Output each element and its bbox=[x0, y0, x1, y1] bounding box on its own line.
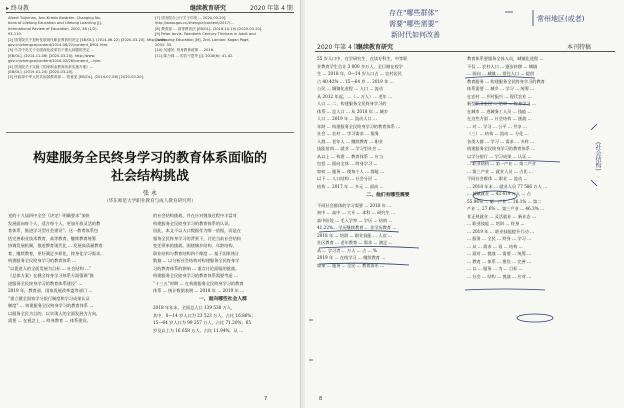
body-line: 结构 ... 2017 年 ... 多元 ... 面向 ... bbox=[317, 183, 384, 189]
ink-circle bbox=[517, 314, 553, 322]
body-line: “建立健全国家学分银行制度和学习成果认证 bbox=[8, 295, 90, 301]
body-line: 初中 ... 高中 ... 大专 ... 本科 ... 研究生 ... bbox=[317, 210, 396, 215]
reference-line: tions of Lifelong Education and Lifelong Learning [J]. bbox=[8, 21, 102, 26]
body-line: 55 岁人口中，在学研究生、在读专科生、中等职 bbox=[317, 56, 408, 61]
body-line: 不同社会群体 ... 职业 ... 流动 ... bbox=[467, 176, 528, 181]
body-line: 产业 ... 27.6% ... 第三产业 ... 46.3% ... bbox=[467, 206, 545, 211]
body-line: 非正规就业 ... 灵活就业 ... 新业态 ... bbox=[467, 213, 536, 219]
reference-line: gov.cn/zhengce/content/2016-02/26/content_...htm. bbox=[8, 59, 102, 64]
reference-line: [9] Peter Jarvis. Twentieth Century Thinkers in Adult and bbox=[155, 32, 256, 37]
body-line: 因此，本文不以人口数据作为唯一依据，而是在 bbox=[153, 228, 241, 233]
left-page bbox=[0, 0, 301, 408]
body-line: ... 从 ... 需求 ... 看 ... 结构 ... bbox=[467, 243, 523, 249]
body-line: 从以上 ... 构建 ... 教育体系 ... 应当 bbox=[317, 153, 384, 159]
body-line: ... 服务 ... 全民 ... 终身 ... 学习 ... bbox=[467, 236, 532, 241]
ink-margin-ticks bbox=[309, 320, 313, 360]
body-line: 岁及以上为 16 658 万人，占比 11.94%。从 ... bbox=[153, 327, 244, 333]
body-line: 数据 ... 以分析社会结构对构建服务全民终身学 bbox=[153, 258, 240, 263]
body-line: 业教育学生合计 3 000 多万人，全日制在校学 bbox=[317, 63, 403, 69]
reference-line: [3] 中共中央关于全面深化改革若干重大问题的决定 ... bbox=[8, 48, 95, 53]
body-line: 社区教育 ... 老年教育 ... 需求 ... 满足 ... bbox=[317, 240, 393, 245]
handwritten-margin-note: (社会结构) bbox=[594, 142, 601, 171]
body-line: 教育服务 ... 构建服务全民终身学习的教育 bbox=[467, 78, 545, 84]
body-line: ... 面对 ... 挑战 ... 需要 ... 统筹 ... bbox=[467, 251, 532, 256]
body-line: 占 40.42% ... 15—64 岁 ... 2019 年 ... bbox=[317, 78, 394, 84]
body-line: 职业结构与教育结构四个维度 ... 基于国家统计 bbox=[153, 250, 240, 256]
right-header-brand: 继续教育研究 bbox=[357, 44, 394, 51]
article-title-line-2: 社会结构挑战 bbox=[110, 169, 189, 184]
body-line: 公民 ... 城镇化进程 ... 人口 ... 流动 bbox=[317, 86, 384, 91]
body-line: 55.96% ... 第一产业 ... 26.1% ... 第二 bbox=[467, 198, 542, 204]
body-column-2 bbox=[153, 212, 293, 334]
reference-line: [2] 国务院关于加快发展现代职业教育的决定 [EB/OL]. (2014-06-22) [2020-03-20]. http://www. bbox=[8, 37, 168, 42]
reference-line: [5] 民政部中华人民共和国教育部 ... 的意见 [EB/OL]. (2014-07-08) [2020-03-20]. bbox=[8, 75, 145, 80]
body-line: 年龄 ... 构建服务全民终身学习的教育体系 ... bbox=[317, 123, 401, 129]
body-line: 以学分银行 ... 学习成果 ... 认证 ... bbox=[467, 153, 532, 159]
body-line: ... 城镇就业 ... 43 419 万人 ... 占 bbox=[467, 191, 531, 196]
body-line: ... 面向 ... 城镇 ... 常住人口 ... 提供 bbox=[467, 71, 535, 76]
body-line: 2019 年，教育部、国家发展改革委等部门 ... bbox=[8, 288, 93, 293]
body-line: 体系 ... 总人口 ... 从 2018 年 ... 城乡 bbox=[317, 108, 388, 114]
body-line: 在城市 ... 进城务工人员 ... 技能 ... bbox=[467, 108, 532, 114]
handwritten-note-2: 需要“哪些需要” bbox=[389, 20, 439, 28]
body-line: 2019 年 ... 在线学习 ... 继续教育 ... bbox=[317, 255, 386, 260]
body-line: 人口 ... 二、构建服务全民终身学习的 bbox=[317, 101, 387, 106]
body-line: 育体系，推进学习型社会建设”。这一教育体系包 bbox=[8, 228, 99, 233]
references-right-column bbox=[155, 16, 293, 59]
body-line: 15—64 岁人口为 99 357 万人，占比 71.20%；65 bbox=[153, 320, 251, 325]
body-line: ... 教育 ... 体系 ... 建设 ... 完善 ... bbox=[467, 258, 532, 264]
body-line: 体系需要 ... 城乡 ... 学习 ... 统筹 ... bbox=[467, 86, 535, 91]
references-divider bbox=[6, 132, 294, 133]
reference-line: http://www.gov.cn/zhengce/content/2017/... bbox=[155, 21, 234, 26]
body-line: 括完善职业技术教育、高等教育、继续教育统筹 bbox=[8, 235, 96, 241]
body-line: 41.22%... 学历继续教育 ... 非学历教育 ... bbox=[317, 225, 397, 230]
body-line: 党的十九届四中全会《决定》明确要求“加快 bbox=[8, 213, 90, 218]
reference-line: International Review of Education, 2002, 48 (1/2): bbox=[8, 26, 98, 31]
handwritten-note-3: 新时代如何改善 bbox=[391, 31, 440, 39]
body-line: 体系 ... 统计数据表明 ... 2018 年 ... 2019 年 ... bbox=[153, 288, 245, 293]
reference-line: [4] 国务院关于实施《国家职业教育改革实施方案》... bbox=[8, 64, 94, 69]
body-line: 在农村 ... 乡村振兴 ... 现代农业 ... bbox=[467, 93, 532, 99]
body-column-1 bbox=[8, 212, 145, 325]
reference-line: [EB/OL]. (2019-01-24) [2020-03-20]. bbox=[8, 70, 74, 75]
page-number-left: 7 bbox=[264, 396, 268, 402]
handwritten-note-top-right: 常州地区(或者) bbox=[537, 15, 585, 23]
body-line: 制度” ... 构建服务全民终身学习的教育体系 ... bbox=[8, 303, 94, 308]
left-header-brand: 继续教育研究 bbox=[190, 5, 227, 12]
right-header-rule bbox=[315, 51, 615, 52]
body-line: ... 2018 年末 ... 就业人员 77 586 万人 ... bbox=[467, 183, 548, 189]
body-line: 2018 年年末，全国总人口 139 538 万人， bbox=[153, 305, 236, 310]
reference-line: 2001: 33. bbox=[155, 43, 173, 48]
body-line: “十三五”时期 ... 在构建服务全民终身学习的教育 bbox=[153, 280, 244, 286]
body-line: ... 对 ... 学习 ... 公平 ... 共享 ... bbox=[467, 123, 527, 129]
right-body-column-1 bbox=[317, 55, 459, 269]
reference-line: 93-110. bbox=[8, 32, 22, 37]
body-line: 需要 ... 在观念上 ... 终身教育 ... 体系建设。 bbox=[8, 318, 91, 323]
left-header-rule bbox=[6, 12, 294, 13]
page-number-right: 8 bbox=[319, 396, 323, 402]
body-line: “以促进人的全面发展为目标 ... 社会结构 ...” bbox=[8, 265, 92, 271]
body-line: 协调发展机制，推进教育现代化 ... 发展高质量教育 bbox=[8, 243, 103, 248]
body-line: 新型职业农民 ... 培训 ... 终身学习 ... bbox=[467, 101, 536, 106]
affiliation: （华东师范大学职业教育与成人教育研究所） bbox=[104, 199, 196, 204]
reference-line: Continuing Education [M]. 2nd. London: Kogan Page, bbox=[155, 37, 250, 42]
body-line: 人口 ... 2019 年 ... 流动人口 ... bbox=[317, 116, 377, 121]
body-line: 在这些方面 ... 社会结构 ... 挑战 ... bbox=[467, 116, 532, 121]
reference-line: [8] 教育部 ... 高等教育法 [EB/OL]. (2016-10-19) [2020-03-20]. bbox=[155, 26, 263, 31]
section-heading-2: 二、他们有哪些需要 bbox=[366, 193, 410, 198]
right-page bbox=[305, 0, 624, 408]
body-line: 服务全民终身学习的背景下，讨论当前社会结构 bbox=[153, 235, 241, 241]
body-line: ... 2019 年 ... 职业技能提升行动 ... bbox=[467, 228, 534, 234]
body-line: 其中，0—14 岁人口为 23 523 万人，占比 16.86%； bbox=[153, 312, 256, 318]
ink-bracket bbox=[505, 10, 533, 26]
body-line: 社会 ... 农村 ... 学习需求 ... 服务 bbox=[317, 131, 379, 136]
reference-line: [EB/OL]. (2014-11-06) [2020-03-20]. http://www. bbox=[8, 53, 96, 58]
reference-line: Albert Tuijnman, Ann-Kristin Boström. Changing No- bbox=[8, 16, 102, 20]
reference-line: [11] 陈乃林 ... 的若干思考 [J]. 2018(6): 41-42. bbox=[155, 53, 234, 58]
body-line: 构建服务全民终身学习的教育体系需要考虑 ... bbox=[153, 273, 238, 278]
body-line: 2018 年 ... 培训 ... 职业技能 ... 人次 ... bbox=[317, 232, 392, 238]
body-line: 构建服务全民终身学习的教育体系的认识。 bbox=[153, 220, 233, 226]
reference-line: [7] 国务院办公厅关于印发 ... 2020-03-20]. bbox=[155, 16, 227, 20]
body-line: ... 以 ... 服务 ... 为 ... 目标 ... bbox=[467, 266, 523, 271]
handwritten-note-1: 存在“哪些群体” bbox=[389, 9, 439, 17]
reference-line: gov.cn/zhengce/content/2014-06/22/content_8901.htm. bbox=[8, 43, 109, 48]
body-line: 的社会结构挑战，并在应对挑战过程中丰富对 bbox=[153, 213, 237, 218]
body-line: 教育体系要服务全体人员，城镇化进程 ... bbox=[467, 56, 544, 61]
body-line: 构建服务全民终身学习的教育体系 ... bbox=[8, 258, 77, 263]
body-line: 生 ... 2018 年，0—14 岁人口占 ... 农村居民 bbox=[317, 71, 402, 76]
body-line: 技能培训 ... 就业 ... 学习型社会 ... bbox=[317, 146, 382, 151]
ink-underline bbox=[465, 289, 545, 290]
body-line: ... 职业结构 ... 第一产业 ... 第二产业 bbox=[467, 161, 536, 166]
right-header-issue: 2020 年第 4 期 bbox=[317, 44, 360, 51]
body-line: 以下 ... 人口结构 ... 社会分层 ... bbox=[317, 176, 378, 181]
body-line: 不同社会群体的学习需要 ... 2018 年 ... bbox=[317, 202, 392, 208]
right-header-column: 本刊特稿 bbox=[567, 44, 592, 51]
body-line: 包括 ... 面向全体 ... 终身学习 ... bbox=[317, 161, 378, 166]
body-line: 习的教育体系的影响 ... 重点讨论面临的挑战。 bbox=[153, 265, 240, 271]
body-line: 《总体方案》在健全终身学习体系方面强调“推 bbox=[8, 273, 94, 278]
body-line: 构建服务全民终身学习的教育体系 ... bbox=[467, 146, 536, 151]
left-header-issue: 2020 年第 4 期 bbox=[250, 5, 293, 12]
body-line: ... 职业技能 ... 培训 ... 终身 ... bbox=[467, 221, 525, 226]
body-line: 如果 ... 服务 ... 全民 ... 教育体系 ... bbox=[317, 262, 385, 268]
reference-line: [10] 吴遵民. 终身教育政策 ... 2016. bbox=[155, 48, 215, 53]
body-line: 高中阶段 ... 毛入学率 ... 学历 ... 结构 ... bbox=[317, 217, 393, 223]
author: 张 永 bbox=[143, 190, 157, 197]
body-line: 不仅 ... 农村人口 ... 逐步转移 ... 城镇 bbox=[467, 63, 538, 69]
body-line: 人群 ... 老年人 ... 继续教育 ... 职业 bbox=[317, 138, 384, 144]
body-line: ... 第三产业 ... 就业人员 ... 占比 ... bbox=[467, 168, 533, 174]
body-line: 以服务全民为目的，以实现人的全面发展为方向， bbox=[8, 310, 101, 316]
body-line: 从 ... 学习者 ... 万人 ... 占 ... % bbox=[317, 247, 377, 253]
section-heading-1: 一、面向哪些社会人群 bbox=[199, 296, 247, 302]
body-line: 进服务全民终身学习的教育体系建设” ... bbox=[8, 280, 83, 286]
left-header-section: ▸ 终身教 bbox=[6, 5, 29, 12]
body-line: 如何 ... 服务 ... 使每个人 ... 都能 ... bbox=[317, 168, 385, 174]
body-line: 变迁带来的挑战。围绕城乡结构、年龄结构、 bbox=[153, 243, 237, 248]
body-line: （三）... 结构 ... 流动 ... 分化 ... bbox=[467, 131, 529, 136]
body-line: 从 2012 年起，...（... 万人）... 老年 ... bbox=[317, 93, 393, 99]
body-line: 发展面向每个人、适合每个人、更加开放灵活的教 bbox=[8, 220, 101, 226]
body-line: 各类人群 ... 学习 ... 需求 ... 多样 ... bbox=[467, 138, 535, 144]
article-title-line-1: 构建服务全民终身学习的教育体系面临的 bbox=[32, 151, 267, 166]
body-line: 育、继续教育，更好满足多样化、终身化学习需求。 bbox=[8, 250, 105, 256]
body-line: ... 社会 ... 结构 ... 挑战 ... 应对 ... bbox=[467, 273, 532, 279]
